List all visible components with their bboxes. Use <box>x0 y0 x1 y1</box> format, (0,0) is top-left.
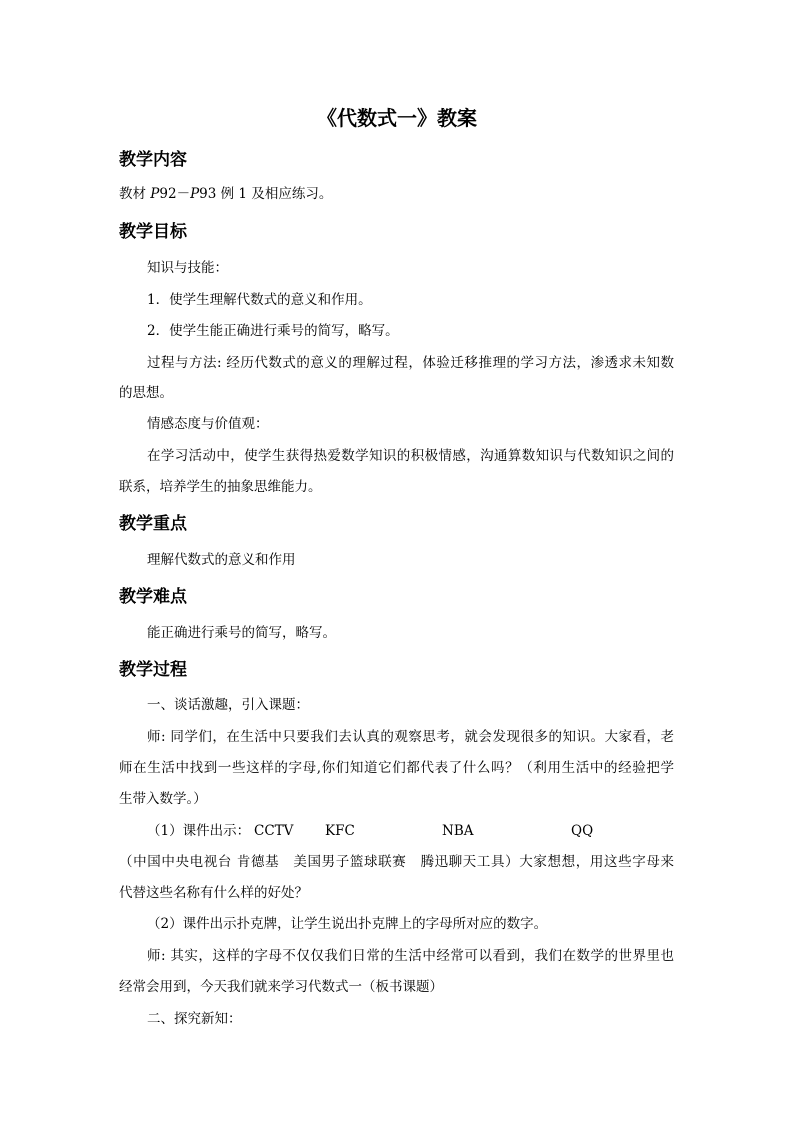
emotion-line-1: 在学习活动中，使学生获得热爱数学知识的积极情感，沟通算数知识与代数知识之间的 <box>147 448 674 464</box>
content-prefix: 教材 <box>119 186 151 202</box>
teacher1-line-1: 师: 同学们，在生活中只要我们去认真的观察思考，就会发现很多的知识。大家看，老 <box>147 729 674 745</box>
letters-nba: NBA <box>442 823 474 839</box>
heading-key-point: 教学重点 <box>119 514 187 534</box>
content-line <box>119 184 332 204</box>
document-title: 《代数式一》教案 <box>317 106 477 130</box>
courseware1-prefix: （1）课件出示： <box>147 823 251 839</box>
page-num-1: 92－ <box>159 186 191 202</box>
process-method-line-1: 过程与方法: 经历代数式的意义的理解过程，体验迁移推理的学习方法，渗透求未知数 <box>147 355 674 371</box>
goal-item-2: 2．使学生能正确进行乘号的简写，略写。 <box>147 323 399 339</box>
key-point-text: 理解代数式的意义和作用 <box>147 552 296 568</box>
page-num-2: 93 例 1 及相应练习。 <box>199 186 333 202</box>
step2-title: 二、探究新知： <box>147 1011 242 1027</box>
courseware2: （2）课件出示扑克牌，让学生说出扑克牌上的字母所对应的数字。 <box>147 916 548 932</box>
teacher2-line-1: 师: 其实，这样的字母不仅仅我们日常的生活中经常可以看到，我们在数学的世界里也 <box>147 948 674 964</box>
page-letter-1: P <box>150 186 160 202</box>
process-method-line-2: 的思想。 <box>119 385 173 401</box>
difficulty-text: 能正确进行乘号的简写，略写。 <box>147 625 336 641</box>
letters-kfc: KFC <box>325 823 355 839</box>
meaning-line-1: （中国中央电视台 肯德基 美国男子篮球联赛 腾迅聊天工具）大家想想，用这些字母来 <box>119 854 674 870</box>
teacher1-line-2: 师在生活中找到一些这样的字母,你们知道它们都代表了什么吗？（利用生活中的经验把学 <box>119 760 674 776</box>
knowledge-title: 知识与技能： <box>147 260 228 276</box>
heading-process: 教学过程 <box>119 660 187 680</box>
letters-qq: QQ <box>571 823 594 839</box>
teacher1-line-3: 生带入数学。） <box>119 791 207 807</box>
goal-item-1: 1．使学生理解代数式的意义和作用。 <box>147 292 372 308</box>
heading-goals: 教学目标 <box>119 222 187 242</box>
page-letter-2: P <box>190 186 200 202</box>
heading-content: 教学内容 <box>119 150 187 170</box>
heading-difficulty: 教学难点 <box>119 587 187 607</box>
emotion-line-2: 联系，培养学生的抽象思维能力。 <box>119 479 322 495</box>
emotion-title: 情感态度与价值观： <box>147 416 269 432</box>
letters-cctv: CCTV <box>254 823 294 839</box>
step1-title: 一、谈话激趣，引入课题： <box>147 697 309 713</box>
meaning-line-2: 代替这些名称有什么样的好处？ <box>119 885 308 901</box>
teacher2-line-2: 经常会用到，今天我们就来学习代数式一（板书课题） <box>119 979 443 995</box>
